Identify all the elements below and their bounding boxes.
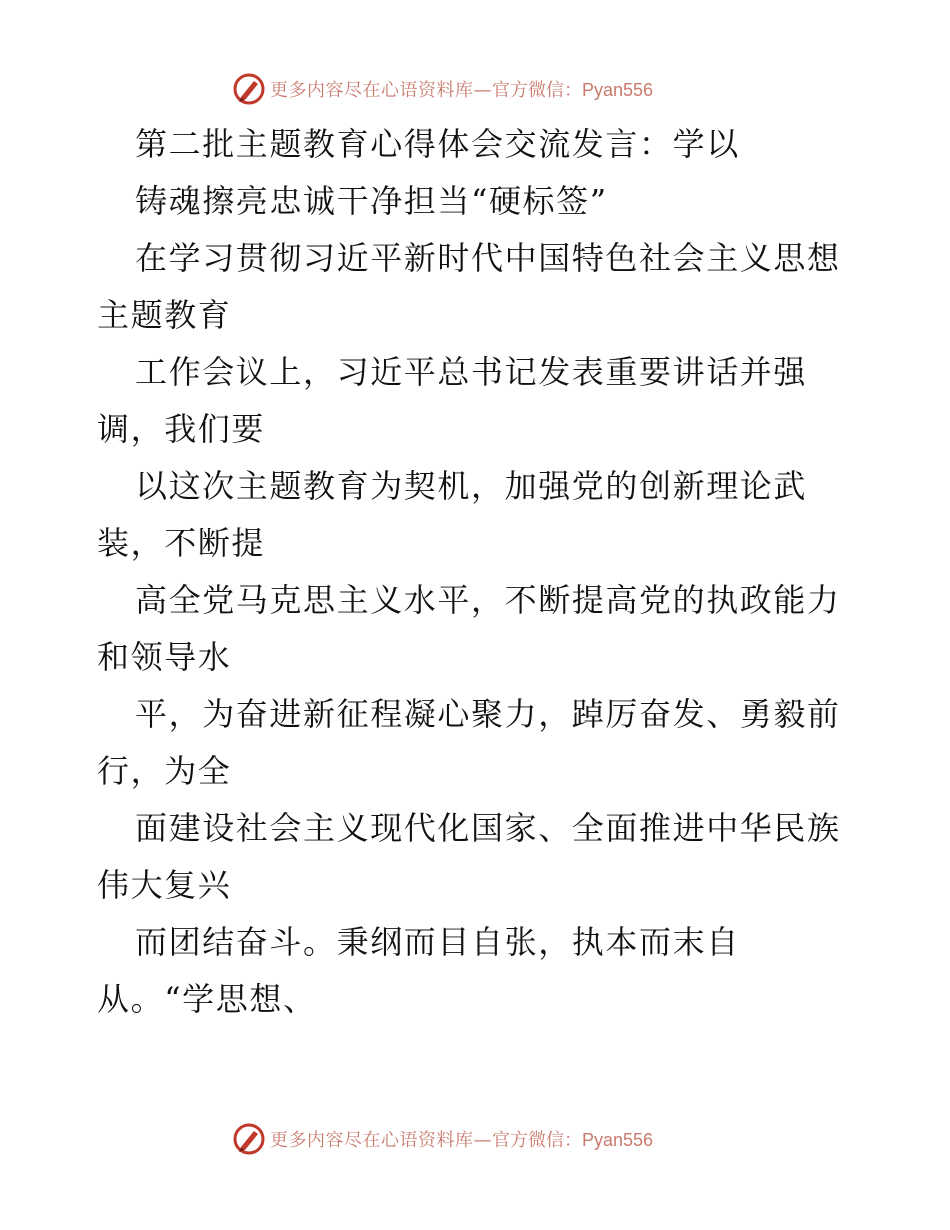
paragraph-line: 面建设社会主义现代化国家、全面推进中华民族 [135,809,841,847]
title-line-2: 铸魂擦亮忠诚干净担当“硬标签” [135,182,608,220]
title-line-1: 第二批主题教育心得体会交流发言：学以 [135,125,740,163]
paragraph-line: 主题教育 [97,296,232,334]
paragraph-line: 和领导水 [97,638,232,676]
header-banner-text: 更多内容尽在心语资料库— [270,80,492,101]
document-body [97,116,877,1028]
paragraph-line: 装，不断提 [97,524,266,562]
header-banner [232,72,732,106]
paragraph-line: 行，为全 [97,752,232,790]
paragraph-line: 高全党马克思主义水平，不断提高党的执政能力 [135,581,841,619]
paragraph-line: 而团结奋斗。秉纲而目自张，执本而末自 [135,923,740,961]
paragraph-line: 在学习贯彻习近平新时代中国特色社会主义思想 [135,239,841,277]
pen-logo-icon [232,1122,266,1156]
paragraph-line: 工作会议上，习近平总书记发表重要讲话并强 [135,353,808,391]
paragraph-line: 伟大复兴 [97,866,232,904]
footer-banner-contact: 官方微信：Pyan556 [492,1130,654,1150]
header-banner-contact: 官方微信：Pyan556 [492,80,654,100]
paragraph-line: 从。“学思想、 [97,980,317,1018]
footer-banner [232,1122,732,1156]
paragraph-line: 以这次主题教育为契机，加强党的创新理论武 [135,467,808,505]
footer-banner-text: 更多内容尽在心语资料库— [270,1130,492,1151]
paragraph-line: 调，我们要 [97,410,266,448]
paragraph-line: 平，为奋进新征程凝心聚力，踔厉奋发、勇毅前 [135,695,841,733]
pen-logo-icon [232,72,266,106]
